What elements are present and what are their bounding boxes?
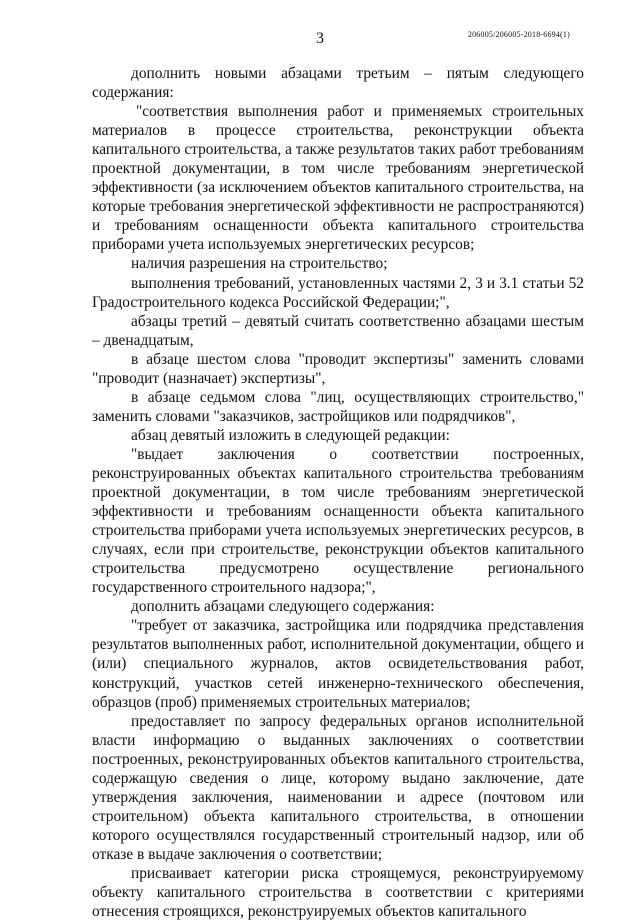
paragraph-13: присваивает категории риска строящемуся, реконструируемому объекту капитального строительства в соответствии с критериями отнесения строящихся, реконструируемых объектов капитального [92,864,584,921]
paragraph-1: дополнить новыми абзацами третьим – пятым следующего содержания: [92,65,584,102]
paragraph-2: "соответствия выполнения работ и применяемых строительных материалов в процессе строительства, реконструкции объекта капитального строительства, а также результатов таких работ требованиям проектной документации, в том числе требованиям энергетической эффективности (за исключением объектов капитального строительства, на которые требования энергетической эффективности не распространяются) и требованиям оснащенности объекта капитального строительства приборами учета используемых энергетических ресурсов; [92,103,584,254]
document-code: 206005/206005-2018-6694(1) [467,30,570,39]
page-number: 3 [316,30,324,47]
paragraph-10: дополнить абзацами следующего содержания: [131,598,435,616]
paragraph-11: "требует от заказчика, застройщика или подрядчика представления результатов выполненных работ, исполнительной документации, общего и (или) специального журналов, актов освидетельствования работ, конструкций, участков сетей инженерно-технического обеспечения, образцов (проб) применяемых строительных материалов; [92,617,584,711]
paragraph-12: предоставляет по запросу федеральных органов исполнительной власти информацию о выданных заключениях о соответствии построенных, реконструированных объектов капитального строительства, содержащую сведения о лице, которому выдано заключение, дате утверждения заключения, наименовании и адресе (почтовом или строительном) объекта капитального строительства, в отношении которого осуществлялся государственный строительный надзор, или об отказе в выдаче заключения о соответствии; [92,712,584,863]
paragraph-8: абзац девятый изложить в следующей редакции: [131,426,450,444]
paragraph-7: в абзаце седьмом слова "лиц, осуществляющих строительство," заменить словами "заказчиков, застройщиков или подрядчиков", [92,388,584,425]
paragraph-9: "выдает заключения о соответствии построенных, реконструированных объектах капитального строительства требованиям проектной документации, в том числе требованиям энергетической эффективности и требованиям оснащенности объекта капитального строительства приборами учета используемых энергетических ресурсов, в случаях, если при строительстве, реконструкции объектов капитального строительства предусмотрено осуществление регионального государственного строительного надзора;", [92,445,584,597]
paragraph-3: наличия разрешения на строительство; [131,255,388,273]
paragraph-4: выполнения требований, установленных частями 2, 3 и 3.1 статьи 52 Градостроительного кодекса Российской Федерации;", [92,274,584,311]
document-body [92,64,584,921]
paragraph-5: абзацы третий – девятый считать соответственно абзацами шестым – двенадцатым, [92,312,584,349]
paragraph-6: в абзаце шестом слова "проводит экспертизы" заменить словами "проводит (назначает) экспертизы", [92,350,584,387]
